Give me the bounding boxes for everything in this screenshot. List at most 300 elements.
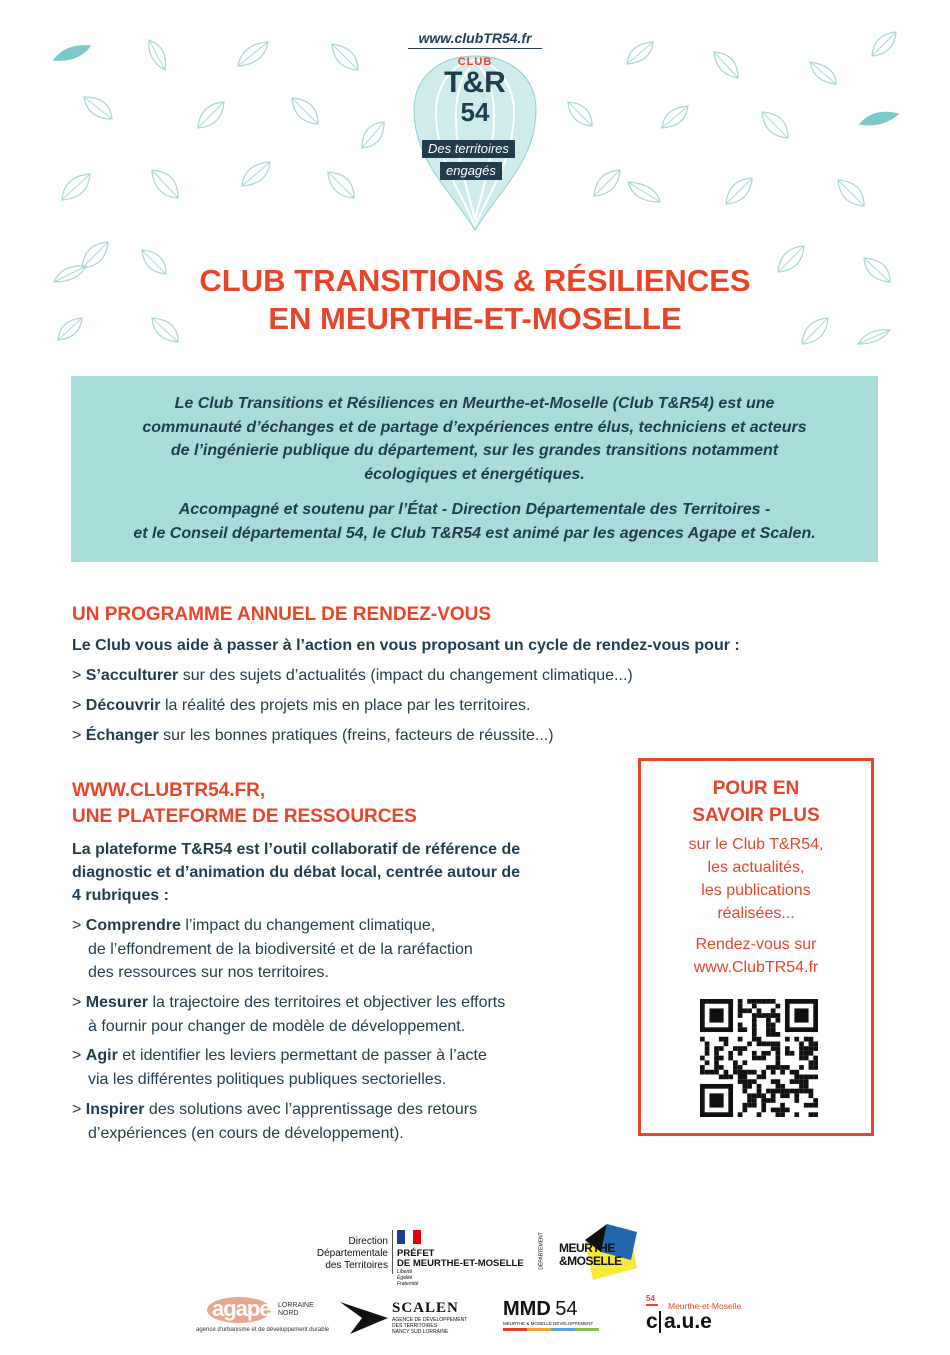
qr-module bbox=[809, 1041, 814, 1046]
intro-line: communauté d’échanges et de partage d’expériences entre élus, techniciens et acteurs bbox=[142, 418, 807, 436]
qr-module bbox=[776, 1051, 781, 1056]
club-logo bbox=[402, 28, 548, 233]
bullet-keyword: S’acculturer bbox=[85, 667, 179, 684]
qr-module bbox=[738, 999, 743, 1004]
qr-module bbox=[771, 1079, 776, 1084]
qr-module bbox=[776, 1060, 781, 1065]
info-line: Rendez-vous sur bbox=[695, 936, 817, 953]
qr-module bbox=[776, 1056, 781, 1061]
qr-module bbox=[790, 1051, 795, 1056]
qr-module bbox=[757, 1084, 762, 1089]
qr-module bbox=[771, 1023, 776, 1028]
qr-module bbox=[738, 1037, 743, 1042]
qr-module bbox=[752, 1032, 757, 1037]
qr-module bbox=[757, 1089, 762, 1094]
qr-module bbox=[747, 1093, 752, 1098]
qr-module bbox=[728, 1084, 733, 1117]
qr-module bbox=[790, 1079, 795, 1084]
bullet-text: sur les bonnes pratiques (freins, facteurs de réussite...) bbox=[158, 727, 554, 744]
qr-module bbox=[799, 1051, 804, 1056]
ddt-line: Départementale bbox=[316, 1248, 388, 1259]
qr-module bbox=[771, 1108, 776, 1113]
prefet-motto: Liberté bbox=[397, 1269, 413, 1275]
caue-c: c bbox=[646, 1310, 658, 1333]
qr-module bbox=[747, 1079, 752, 1084]
qr-module bbox=[728, 1051, 733, 1056]
qr-module bbox=[780, 1084, 785, 1089]
qr-module bbox=[738, 1013, 743, 1018]
agape-region: NORD bbox=[278, 1310, 299, 1317]
qr-module bbox=[700, 1084, 705, 1117]
bullet-continuation: via les différentes politiques publiques sectorielles. bbox=[88, 1070, 447, 1088]
departement-small: DÉPARTEMENT bbox=[538, 1232, 545, 1270]
plateforme-title-line-2: UNE PLATEFORME DE RESSOURCES bbox=[72, 806, 417, 827]
departement-line-2: &MOSELLE bbox=[559, 1254, 622, 1268]
qr-module bbox=[742, 1070, 747, 1075]
qr-module bbox=[728, 1056, 733, 1061]
qr-module bbox=[733, 1060, 738, 1065]
qr-module bbox=[813, 1103, 818, 1108]
qr-module bbox=[752, 1103, 757, 1108]
bullet-continuation: des ressources sur nos territoires. bbox=[88, 964, 329, 981]
leaf-icon bbox=[236, 40, 270, 68]
qr-module bbox=[790, 1089, 795, 1094]
leaf-icon bbox=[566, 100, 594, 128]
qr-module bbox=[804, 1056, 809, 1061]
qr-module bbox=[776, 1032, 781, 1037]
intro-line: de l’ingénierie publique du département, sur les grandes transitions notamment bbox=[170, 442, 779, 459]
leaf-icon bbox=[625, 40, 655, 66]
qr-module bbox=[785, 1046, 790, 1051]
qr-module bbox=[747, 1103, 752, 1108]
bullet-marker: > bbox=[72, 667, 86, 684]
qr-module bbox=[742, 1060, 747, 1065]
bullet-marker: > bbox=[72, 994, 86, 1011]
bullet-continuation: d’expériences (en cours de développement). bbox=[88, 1124, 404, 1142]
qr-module bbox=[771, 1027, 776, 1032]
qr-module bbox=[813, 1065, 818, 1070]
qr-module bbox=[804, 1046, 809, 1051]
qr-module bbox=[733, 1046, 738, 1051]
qr-module bbox=[780, 1089, 785, 1094]
qr-module bbox=[809, 1093, 814, 1098]
intro-line: et le Conseil départemental 54, le Club T&R54 est animé par les agences Agape et Scalen. bbox=[133, 524, 816, 542]
qr-module bbox=[724, 1075, 729, 1080]
programme-title: UN PROGRAMME ANNUEL DE RENDEZ-VOUS bbox=[72, 604, 492, 625]
lead-line: 4 rubriques : bbox=[72, 887, 169, 904]
qr-module bbox=[809, 1051, 814, 1056]
qr-module bbox=[799, 1084, 804, 1089]
qr-module bbox=[714, 1051, 719, 1056]
info-title bbox=[641, 775, 871, 829]
qr-module bbox=[752, 1098, 757, 1103]
qr-module bbox=[794, 1037, 799, 1042]
qr-module bbox=[757, 1008, 762, 1013]
leaf-icon bbox=[870, 30, 898, 58]
qr-module bbox=[700, 1056, 705, 1061]
qr-module bbox=[776, 1084, 781, 1089]
qr-module bbox=[771, 1089, 776, 1094]
leaf-icon bbox=[760, 110, 790, 140]
scalen-sub-line: AGENCE DE DÉVELOPPEMENT bbox=[392, 1317, 468, 1323]
qr-module bbox=[766, 1051, 771, 1056]
page-title-line-2: EN MEURTHE-ET-MOSELLE bbox=[268, 301, 682, 336]
qr-module bbox=[752, 1079, 757, 1084]
qr-module bbox=[761, 1075, 766, 1080]
qr-module bbox=[766, 1027, 771, 1032]
leaf-icon bbox=[592, 168, 622, 198]
qr-module bbox=[771, 1041, 776, 1046]
qr-module bbox=[709, 1070, 714, 1075]
leaf-icon bbox=[240, 160, 272, 188]
qr-module bbox=[813, 1060, 818, 1065]
qr-module bbox=[719, 1046, 724, 1051]
qr-module bbox=[728, 999, 733, 1032]
qr-module bbox=[738, 1065, 743, 1070]
plateforme-item bbox=[72, 914, 473, 985]
prefet-line-1: PRÉFET bbox=[397, 1248, 435, 1259]
bullet-text: la trajectoire des territoires et objectiver les efforts bbox=[148, 994, 506, 1011]
qr-module bbox=[752, 1013, 757, 1018]
ddt-line: des Territoires bbox=[325, 1260, 388, 1271]
qr-module bbox=[700, 1065, 705, 1070]
qr-module bbox=[738, 1075, 743, 1080]
leaf-icon bbox=[330, 42, 360, 72]
qr-module bbox=[747, 999, 752, 1004]
qr-module bbox=[809, 1046, 814, 1051]
prefet-motto: Fraternité bbox=[397, 1281, 419, 1287]
qr-module bbox=[757, 1013, 762, 1018]
qr-module bbox=[813, 1075, 818, 1080]
qr-module bbox=[776, 1013, 781, 1018]
logo-divider bbox=[408, 48, 542, 49]
bullet-keyword: Agir bbox=[85, 1047, 118, 1064]
qr-module bbox=[794, 1112, 799, 1117]
qr-module bbox=[742, 1089, 747, 1094]
bullet-keyword: Découvrir bbox=[85, 697, 161, 714]
qr-module bbox=[742, 1108, 747, 1113]
leaf-icon bbox=[290, 96, 320, 126]
prefet-motto: Égalité bbox=[397, 1275, 413, 1281]
qr-module bbox=[799, 1056, 804, 1061]
qr-module bbox=[771, 1070, 776, 1075]
qr-module bbox=[766, 1023, 771, 1028]
plateforme-item bbox=[72, 991, 505, 1038]
qr-module bbox=[809, 1112, 814, 1117]
qr-code[interactable] bbox=[700, 999, 818, 1117]
qr-module bbox=[738, 1051, 743, 1056]
qr-module bbox=[761, 1051, 766, 1056]
leaf-icon bbox=[150, 168, 180, 200]
qr-module bbox=[709, 1093, 723, 1107]
leaf-icon bbox=[60, 172, 92, 202]
qr-module bbox=[766, 1018, 771, 1023]
qr-module bbox=[771, 1098, 776, 1103]
qr-module bbox=[761, 1103, 766, 1108]
qr-module bbox=[771, 1032, 776, 1037]
qr-module bbox=[771, 1008, 776, 1013]
qr-module bbox=[785, 1027, 818, 1032]
qr-module bbox=[813, 999, 818, 1032]
info-line: sur le Club T&R54, bbox=[688, 836, 824, 853]
bullet-marker: > bbox=[72, 1101, 86, 1118]
qr-module bbox=[757, 1112, 762, 1117]
logo-tagline-2: engagés bbox=[440, 162, 502, 180]
qr-module bbox=[724, 1037, 729, 1042]
bullet-text: la réalité des projets mis en place par les territoires. bbox=[160, 697, 531, 714]
qr-module bbox=[761, 1041, 766, 1046]
leaf-icon bbox=[712, 50, 740, 80]
qr-module bbox=[776, 1108, 781, 1113]
marianne-flag-icon bbox=[397, 1230, 421, 1244]
leaf-icon bbox=[82, 95, 114, 121]
qr-module bbox=[747, 1084, 752, 1089]
qr-module bbox=[780, 1108, 785, 1113]
qr-module bbox=[747, 1008, 752, 1013]
qr-module bbox=[705, 1051, 710, 1056]
lead-line: La plateforme T&R54 est l’outil collaboratif de référence de bbox=[72, 841, 521, 858]
plateforme-title-line-1: WWW.CLUBTR54.FR, bbox=[72, 780, 266, 801]
qr-module bbox=[757, 1041, 762, 1046]
qr-module bbox=[794, 1079, 799, 1084]
qr-module bbox=[761, 999, 766, 1004]
qr-module bbox=[738, 1004, 743, 1009]
qr-module bbox=[742, 1046, 747, 1051]
info-line: réalisées... bbox=[717, 905, 795, 922]
qr-module bbox=[799, 1041, 804, 1046]
qr-module bbox=[799, 1046, 804, 1051]
info-box bbox=[638, 758, 874, 1136]
qr-module bbox=[804, 1037, 809, 1042]
leaf-icon bbox=[858, 106, 900, 128]
qr-module bbox=[780, 1103, 785, 1108]
caue-number: 54 bbox=[646, 1294, 655, 1303]
qr-module bbox=[752, 1051, 757, 1056]
mmd-name: MMD bbox=[503, 1298, 551, 1320]
prefet-logo bbox=[397, 1230, 524, 1287]
ddt-line: Direction bbox=[348, 1236, 388, 1247]
plateforme-title bbox=[72, 778, 417, 830]
bullet-text: l’impact du changement climatique, bbox=[180, 917, 436, 934]
qr-module bbox=[738, 1027, 743, 1032]
qr-module bbox=[809, 1037, 814, 1042]
leaf-icon bbox=[52, 42, 92, 64]
lead-line: diagnostic et d’animation du débat local, centrée autour de bbox=[72, 864, 521, 881]
qr-module bbox=[785, 999, 818, 1004]
qr-module bbox=[785, 1051, 790, 1056]
qr-module bbox=[766, 999, 771, 1004]
qr-module bbox=[776, 1089, 781, 1094]
qr-module bbox=[700, 999, 733, 1004]
qr-module bbox=[719, 1065, 724, 1070]
qr-module bbox=[700, 999, 705, 1032]
qr-module bbox=[790, 1070, 795, 1075]
qr-module bbox=[742, 1027, 747, 1032]
qr-module bbox=[700, 1070, 705, 1075]
qr-module bbox=[771, 999, 776, 1004]
logo-url: www.clubTR54.fr bbox=[418, 30, 532, 46]
qr-module bbox=[761, 1056, 766, 1061]
qr-module bbox=[719, 1037, 724, 1042]
qr-module bbox=[742, 1075, 747, 1080]
qr-module bbox=[742, 1008, 747, 1013]
qr-module bbox=[780, 1065, 785, 1070]
qr-module bbox=[766, 1013, 771, 1018]
bullet-marker: > bbox=[72, 727, 86, 744]
intro-box bbox=[71, 376, 878, 562]
bullet-marker: > bbox=[72, 697, 86, 714]
qr-module bbox=[714, 1046, 719, 1051]
qr-module bbox=[771, 1065, 776, 1070]
scalen-subtitle bbox=[392, 1317, 467, 1335]
qr-module bbox=[757, 1056, 762, 1061]
qr-module bbox=[766, 1065, 771, 1070]
qr-module bbox=[809, 1060, 814, 1065]
qr-module bbox=[719, 1056, 724, 1061]
qr-module bbox=[757, 999, 762, 1004]
plateforme-item bbox=[72, 1044, 487, 1091]
bullet-keyword: Mesurer bbox=[85, 994, 149, 1011]
agape-region: LORRAINE bbox=[278, 1302, 314, 1309]
qr-module bbox=[766, 1098, 771, 1103]
qr-module bbox=[771, 1013, 776, 1018]
qr-module bbox=[709, 1008, 723, 1022]
qr-module bbox=[738, 1023, 743, 1028]
qr-module bbox=[799, 1075, 804, 1080]
qr-module bbox=[752, 999, 757, 1004]
page-title-line-1: CLUB TRANSITIONS & RÉSILIENCES bbox=[199, 263, 751, 298]
qr-module bbox=[804, 1079, 809, 1084]
info-link[interactable]: www.ClubTR54.fr bbox=[693, 959, 819, 976]
qr-module bbox=[780, 1070, 785, 1075]
leaf-icon bbox=[626, 180, 662, 204]
bullet-keyword: Inspirer bbox=[85, 1101, 145, 1118]
qr-module bbox=[705, 1060, 710, 1065]
leaf-icon bbox=[196, 100, 226, 130]
departement-line-1: MEURTHE bbox=[559, 1241, 615, 1255]
qr-module bbox=[714, 1056, 719, 1061]
intro-line: Le Club Transitions et Résiliences en Meurthe-et-Moselle (Club T&R54) est une bbox=[174, 395, 775, 412]
qr-module bbox=[752, 1018, 757, 1023]
qr-module bbox=[799, 1089, 804, 1094]
intro-line: écologiques et énergétiques. bbox=[364, 465, 585, 483]
qr-module bbox=[813, 1041, 818, 1046]
qr-module bbox=[757, 1037, 762, 1042]
qr-module bbox=[700, 1027, 733, 1032]
bullet-continuation: à fournir pour changer de modèle de développement. bbox=[88, 1017, 466, 1035]
plateforme-item bbox=[72, 1098, 477, 1145]
qr-module bbox=[766, 1089, 771, 1094]
qr-module bbox=[700, 1037, 705, 1042]
mmd-number: 54 bbox=[555, 1298, 578, 1320]
qr-module bbox=[747, 1098, 752, 1103]
bullet-text: sur des sujets d’actualités (impact du changement climatique...) bbox=[178, 667, 633, 684]
qr-module bbox=[809, 1075, 814, 1080]
qr-module bbox=[776, 1041, 781, 1046]
info-description bbox=[641, 833, 871, 925]
qr-module bbox=[700, 1084, 733, 1089]
qr-module bbox=[799, 1065, 804, 1070]
qr-module bbox=[794, 1008, 808, 1022]
bullet-text: des solutions avec l’apprentissage des retours bbox=[144, 1101, 478, 1118]
info-title-line: POUR EN bbox=[712, 778, 800, 799]
qr-module bbox=[766, 1041, 771, 1046]
programme-item bbox=[72, 724, 554, 748]
qr-module bbox=[742, 1103, 747, 1108]
qr-module bbox=[752, 1004, 757, 1009]
qr-module bbox=[804, 1051, 809, 1056]
leaf-icon bbox=[808, 60, 838, 86]
programme-item bbox=[72, 664, 633, 688]
qr-module bbox=[785, 1037, 790, 1042]
qr-module bbox=[785, 1065, 790, 1070]
mmd-logo bbox=[503, 1298, 603, 1334]
info-cta bbox=[641, 933, 871, 979]
qr-module bbox=[761, 1098, 766, 1103]
qr-module bbox=[738, 1008, 743, 1013]
bullet-marker: > bbox=[72, 917, 86, 934]
qr-module bbox=[714, 1065, 719, 1070]
bullet-continuation: de l’effondrement de la biodiversité et de la raréfaction bbox=[88, 940, 473, 958]
qr-module bbox=[776, 1046, 781, 1051]
qr-module bbox=[785, 1108, 790, 1113]
intro-paragraph-2 bbox=[71, 498, 878, 545]
qr-module bbox=[776, 1079, 781, 1084]
bullet-marker: > bbox=[72, 1047, 86, 1064]
qr-module bbox=[785, 1093, 790, 1098]
qr-module bbox=[757, 1075, 762, 1080]
leaf-icon bbox=[836, 178, 866, 208]
qr-module bbox=[776, 1018, 781, 1023]
qr-module bbox=[804, 1084, 809, 1089]
qr-module bbox=[809, 1089, 814, 1094]
programme-item bbox=[72, 694, 530, 718]
qr-module bbox=[738, 1070, 743, 1075]
intro-paragraph-1 bbox=[71, 392, 878, 486]
logo-club: CLUB bbox=[457, 56, 493, 68]
qr-module bbox=[813, 1098, 818, 1103]
leaf-icon bbox=[360, 120, 386, 150]
qr-module bbox=[776, 1004, 781, 1009]
leaf-icon bbox=[660, 104, 690, 130]
page-title bbox=[0, 262, 950, 338]
qr-module bbox=[776, 1112, 781, 1117]
qr-module bbox=[813, 1046, 818, 1051]
qr-module bbox=[700, 1112, 733, 1117]
info-line: les publications bbox=[701, 882, 811, 899]
qr-module bbox=[809, 1065, 814, 1070]
qr-module bbox=[705, 1041, 710, 1046]
agape-logo bbox=[196, 1296, 344, 1338]
qr-module bbox=[752, 1027, 757, 1032]
divider bbox=[392, 1230, 393, 1274]
qr-module bbox=[766, 1032, 771, 1037]
programme-lead: Le Club vous aide à passer à l’action en vous proposant un cycle de rendez-vous pour : bbox=[72, 637, 740, 654]
scalen-arrow-icon bbox=[340, 1302, 388, 1334]
qr-module bbox=[738, 1079, 743, 1084]
qr-module bbox=[761, 1013, 766, 1018]
qr-module bbox=[747, 1041, 752, 1046]
qr-module bbox=[785, 1089, 790, 1094]
logo-name: T&R bbox=[444, 66, 506, 99]
qr-module bbox=[813, 1112, 818, 1117]
qr-module bbox=[738, 1112, 743, 1117]
caue-logo bbox=[646, 1294, 756, 1338]
leaf-icon bbox=[326, 170, 356, 200]
qr-module bbox=[752, 1093, 757, 1098]
qr-module bbox=[733, 1065, 738, 1070]
qr-module bbox=[742, 1084, 747, 1089]
